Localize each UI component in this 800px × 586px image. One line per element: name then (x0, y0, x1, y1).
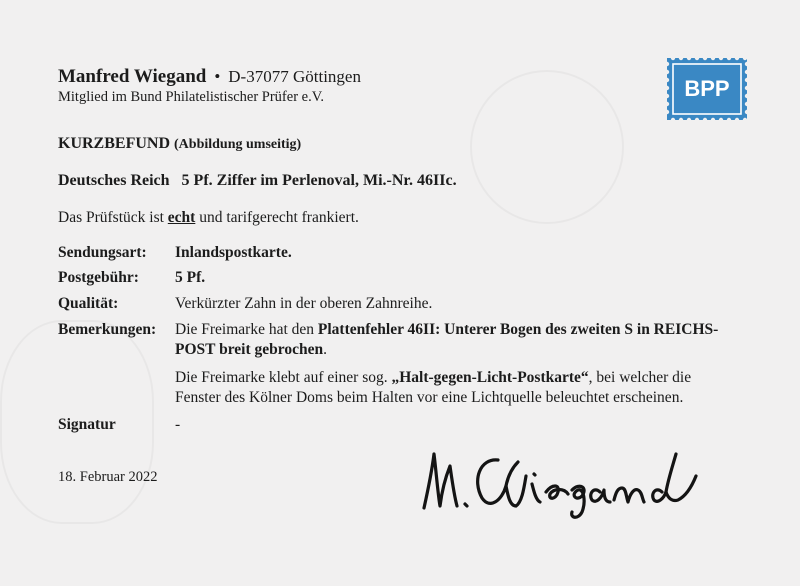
membership-line: Mitglied im Bund Philatelistischer Prüfer e.V. (58, 89, 324, 105)
expert-header (58, 66, 361, 88)
report-title-main: KURZBEFUND (58, 135, 171, 152)
bemerkung-1-end: . (323, 341, 327, 358)
bpp-logo-text: BPP (684, 76, 730, 101)
qualitaet-label: Qualität: (58, 295, 119, 312)
bemerkungen-label: Bemerkungen: (58, 321, 157, 338)
subject-stamp: 5 Pf. Ziffer im Perlenoval, Mi.-Nr. 46IIc. (181, 172, 457, 189)
bemerkung-1-bold: Plattenfehler 46II: Unterer Bogen des zweiten S in REICHS- (317, 321, 719, 338)
bemerkung-1-line-1 (175, 321, 718, 339)
signatur-label: Signatur (58, 416, 116, 433)
postgebuehr-label: Postgebühr: (58, 269, 139, 286)
qualitaet-value: Verkürzter Zahn in der oberen Zahnreihe. (175, 295, 433, 312)
signatur-value: - (175, 416, 181, 433)
report-title-note: (Abbildung umseitig) (174, 137, 302, 152)
bemerkung-1-line-2-bold: POST breit gebrochen (175, 341, 324, 358)
separator-bullet: • (214, 67, 221, 86)
bpp-stamp-icon (667, 58, 747, 120)
expert-name: Manfred Wiegand (58, 66, 207, 87)
subject-country: Deutsches Reich (58, 172, 170, 189)
bemerkung-2-suffix: , bei welcher die (588, 369, 692, 386)
sendungsart-value: Inlandspostkarte. (175, 244, 292, 261)
bemerkung-2-line-2: Fenster des Kölner Doms beim Halten vor eine Lichtquelle beleuchtet erscheinen. (175, 389, 684, 406)
bemerkung-2-line-1 (175, 369, 691, 387)
bpp-logo (667, 58, 747, 120)
bemerkung-2-bold: „Halt-gegen-Licht-Postkarte“ (391, 369, 589, 386)
bemerkung-1-line-2 (175, 341, 327, 359)
bemerkung-2-prefix: Die Freimarke klebt auf einer sog. (175, 369, 392, 386)
sendungsart-label: Sendungsart: (58, 244, 147, 261)
expert-address: D-37077 Göttingen (228, 67, 361, 86)
watermark-seal-top (470, 70, 624, 224)
postgebuehr-value: 5 Pf. (175, 269, 206, 286)
verdict-suffix: und tarifgerecht frankiert. (195, 209, 359, 226)
handwritten-signature (410, 440, 710, 520)
report-subject (58, 172, 457, 190)
bemerkung-1-prefix: Die Freimarke hat den (175, 321, 318, 338)
report-title (58, 135, 301, 153)
verdict-line (58, 209, 359, 227)
verdict-word: echt (167, 209, 196, 226)
issue-date: 18. Februar 2022 (58, 469, 158, 485)
verdict-prefix: Das Prüfstück ist (58, 209, 168, 226)
